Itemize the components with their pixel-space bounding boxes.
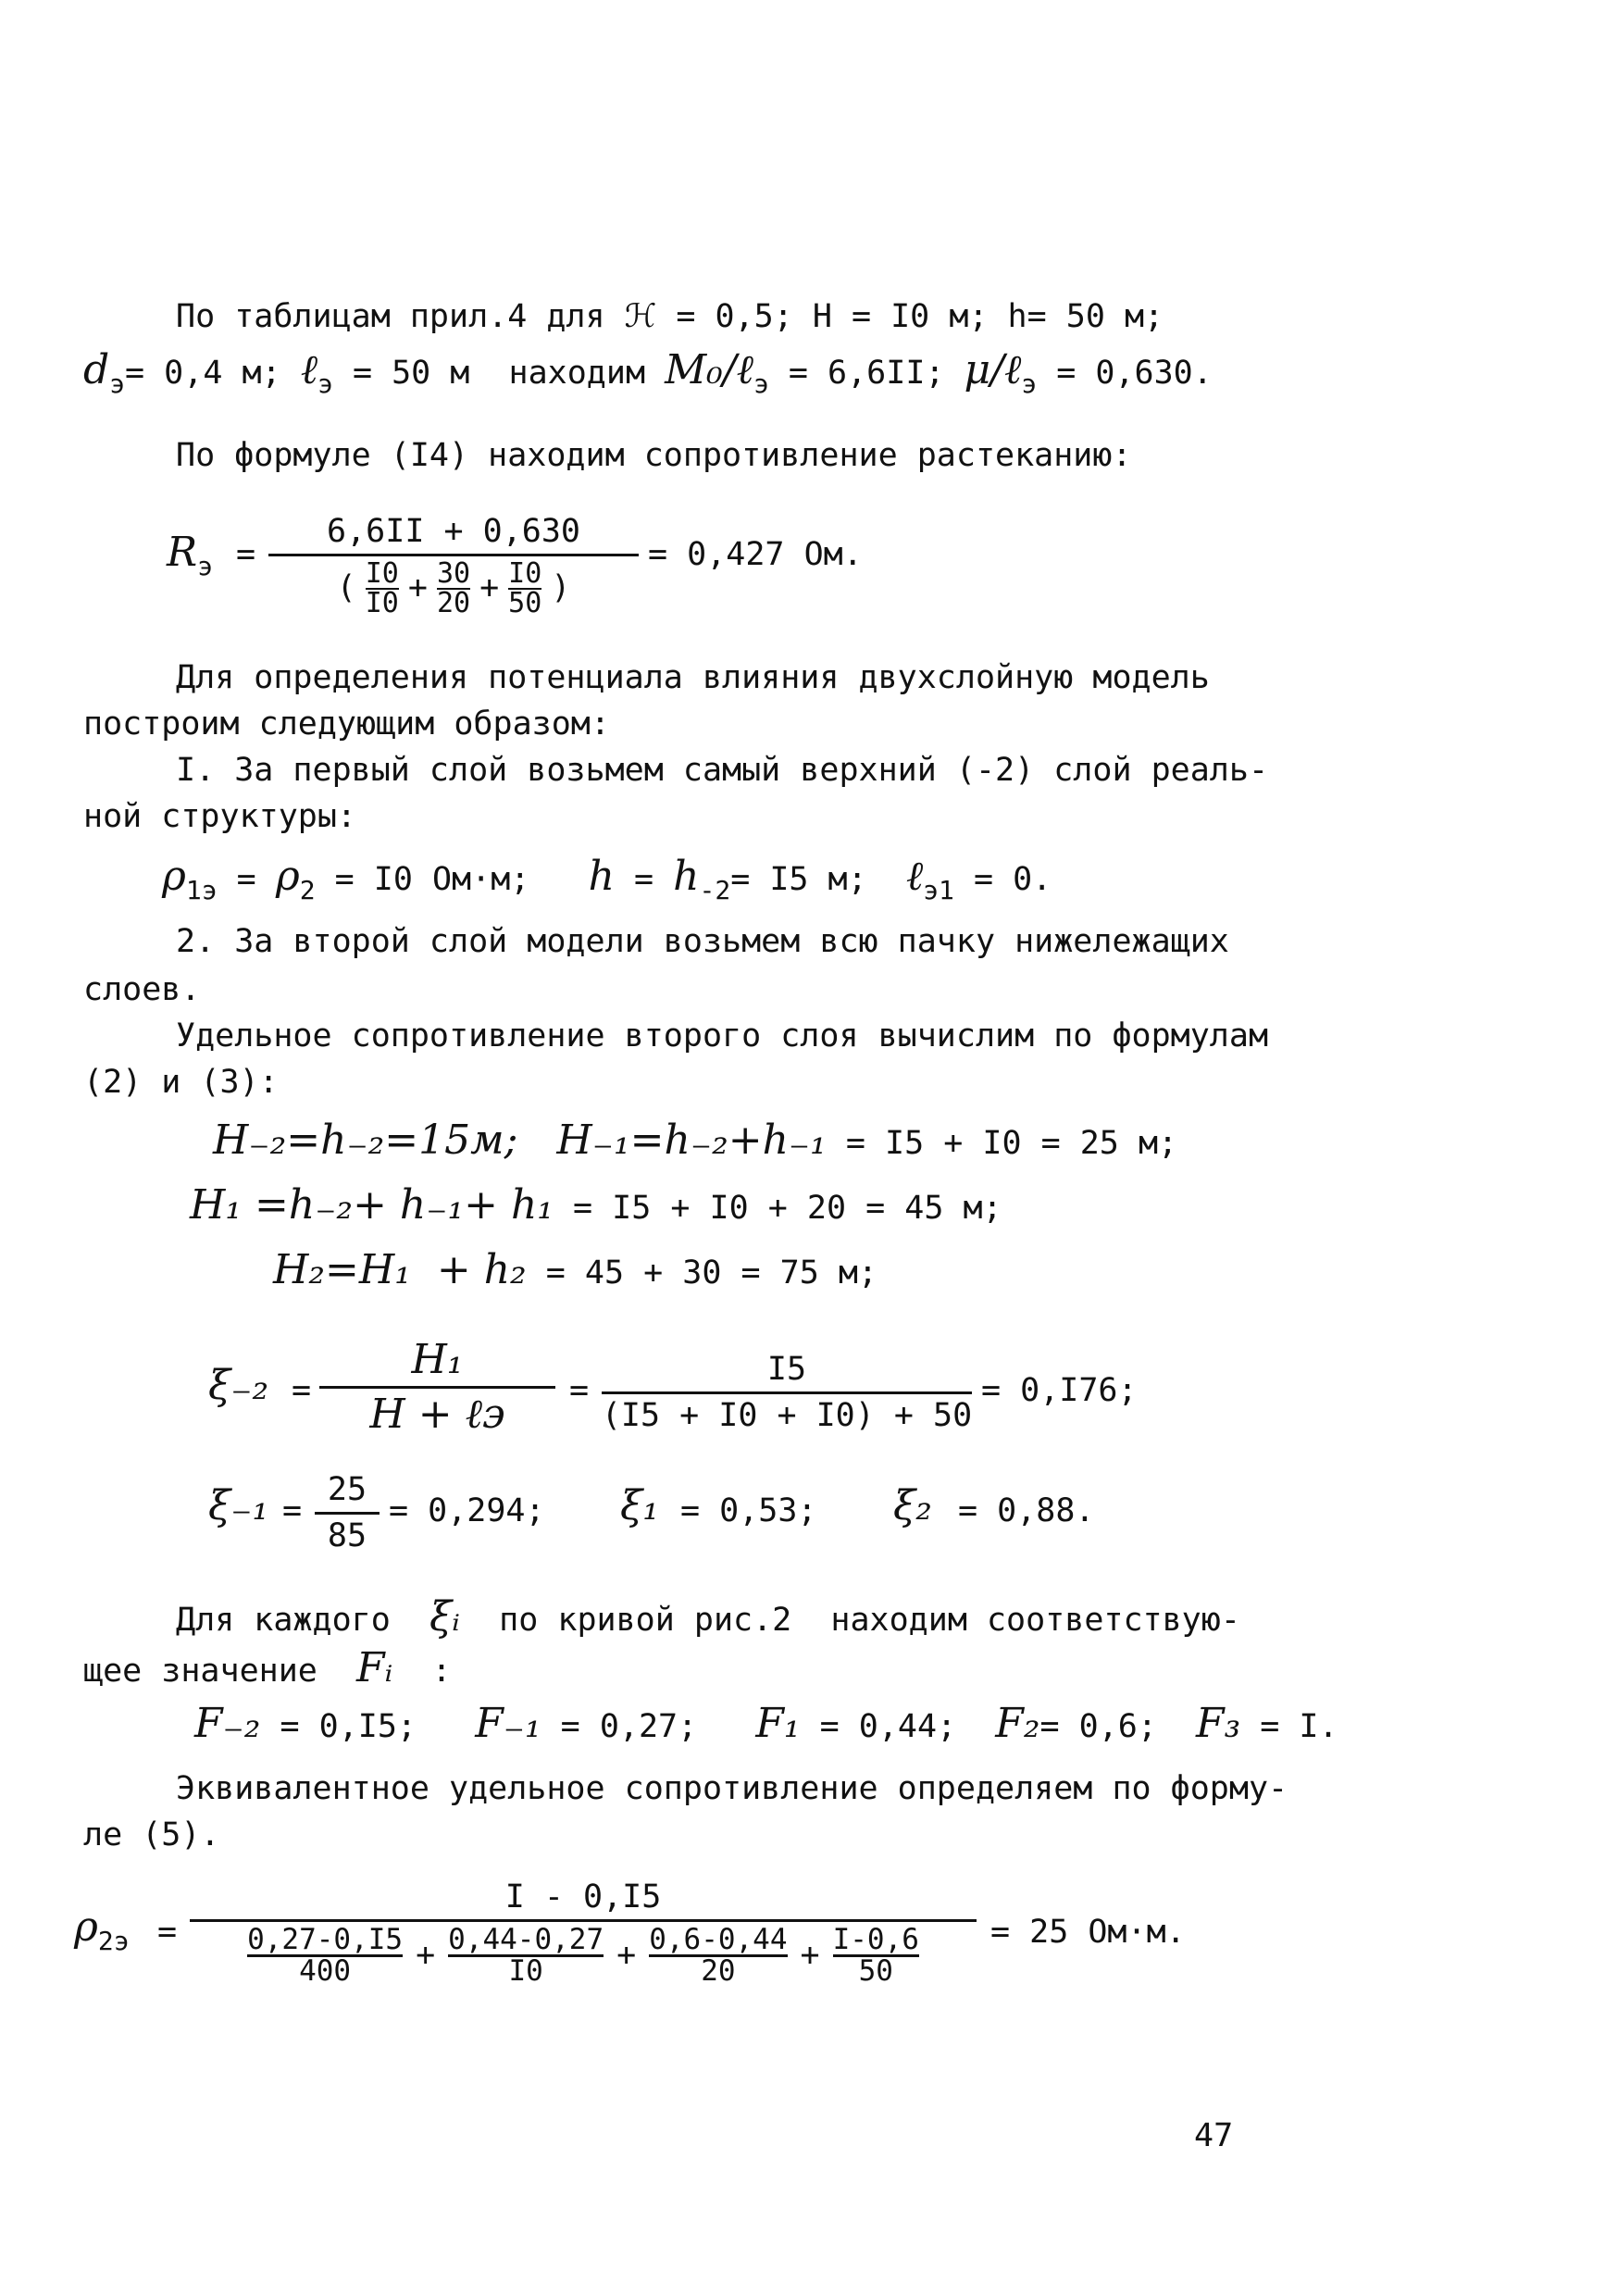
eq-xi2-result-2: = 0,53; (680, 1492, 817, 1529)
paragraph-2: По формуле (I4) находим сопротивление растеканию: (176, 437, 1132, 474)
formula-r-frac-2: $\frac{30}{20}$ (436, 556, 471, 619)
eq-xi2-bar (315, 1512, 380, 1515)
eq-xi-bar-1 (319, 1386, 555, 1389)
item-1-line-1: I. За первый слой возьмем самый верхний (-2) слой реаль- (176, 752, 1269, 789)
formula-rho-term-3: $\frac{0,6-0,44}{20}$ (649, 1922, 788, 1988)
eq-xi2-lhs-3: ξ₂ (893, 1482, 932, 1529)
page-number: 47 (1194, 2117, 1234, 2154)
formula-r-numerator: 6,6II + 0,630 (327, 513, 580, 550)
formula-r-fraction (268, 514, 639, 618)
eq-xi-den-2: (I5 + I0 + I0) + 50 (601, 1396, 973, 1434)
eq-xi-num-2: I5 (766, 1351, 807, 1388)
formula-r-bar (268, 554, 639, 556)
paragraph-5-line-1: Для каждого ξᵢ по кривой рис.2 находим соответствую- (176, 1593, 1240, 1641)
formula-r-frac-3: $\frac{I0}{50}$ (508, 556, 542, 619)
paragraph-1-line-1: По таблицам прил.4 для ℋ = 0,5; Н = I0 м; h= 50 м; (176, 298, 1164, 335)
formula-rho-term-2: $\frac{0,44-0,27}{I0}$ (448, 1922, 604, 1988)
paragraph-3-line-2: построим следующим образом: (83, 705, 610, 742)
eq-xi2-result-1: = 0,294; (389, 1492, 545, 1529)
eq-xi2-eq: = (282, 1492, 303, 1529)
formula-r-denominator: ( I0 I0 + $\frac{30}{20}$ + $\frac{I0}{50}$ ) (336, 556, 571, 619)
formula-rho-fraction (190, 1879, 977, 1986)
formula-rho-denominator: 0,27-0,I5 400 + $\frac{0,44-0,27}{I0}$ + $\frac{0,6-0,44}{20}$ + $\frac{I-0,6}{50}$ (247, 1922, 919, 1988)
paragraph-6-line-1: Эквивалентное удельное сопротивление определяем по форму- (176, 1770, 1288, 1807)
eq-xi-eq-1: = (292, 1372, 312, 1409)
eq-xi2-fraction (315, 1472, 380, 1554)
eq-xi2-num: 25 (327, 1471, 367, 1508)
formula-rho-lhs: $\rho_{2э}$ (74, 1903, 130, 1956)
item-2-line-1: 2. За второй слой модели возьмем всю пачку нижележащих (176, 923, 1229, 960)
eq-xi-lhs: ξ₋₂ (208, 1362, 269, 1409)
eq-xi-bar-2 (602, 1391, 972, 1394)
formula-r-frac-1: I0 I0 (365, 556, 399, 619)
formula-r-result: = 0,427 Ом. (648, 536, 863, 573)
paragraph-1-line-2: $d_э= 0,4$ м; ℓ$_э$ = 50 м находим M₀/ℓ$_э$ = 6,6II; μ/ℓ$_э$ = 0,630. (83, 346, 1213, 399)
item-1-formula: $\rho_{1э} = \rho_2 = I0$ Ом·м; $h = h_{-2}= I5$ м; ℓ$_{э1}$ = 0. (162, 853, 1052, 905)
eq-xi-result: = 0,I76; (981, 1372, 1138, 1409)
eq-xi-fraction-2 (602, 1352, 972, 1433)
eq-xi2-lhs-2: ξ₁ (620, 1482, 659, 1529)
eq-xi-num-1: H₁ (411, 1336, 464, 1383)
eq-h-line-1: H₋₂=h₋₂=15м; H₋₁=h₋₂+h₋₁ = I5 + I0 = 25 м; (213, 1117, 1178, 1164)
paragraph-6-line-2: ле (5). (83, 1816, 220, 1853)
formula-rho-result: = 25 Ом·м. (990, 1914, 1186, 1951)
item-2-line-2: слоев. (83, 971, 201, 1008)
item-1-line-2: ной структуры: (83, 798, 357, 835)
paragraph-4-line-1: Удельное сопротивление второго слоя вычислим по формулам (176, 1017, 1269, 1054)
formula-r-lhs: $R_э$ (167, 529, 213, 581)
eq-f-values: F₋₂ = 0,I5; F₋₁ = 0,27; F₁ = 0,44; F₂= 0,6; F₃ = I. (194, 1700, 1338, 1747)
eq-xi-eq-2: = (569, 1372, 590, 1409)
formula-rho-bar (190, 1919, 977, 1922)
formula-rho-term-4: $\frac{I-0,6}{50}$ (832, 1922, 919, 1988)
eq-xi-den-1: H + ℓэ (369, 1391, 505, 1439)
formula-r-eq: = (236, 536, 256, 573)
eq-xi2-result-3: = 0,88. (958, 1492, 1095, 1529)
eq-h-line-3: H₂=H₁ + h₂ = 45 + 30 = 75 м; (273, 1246, 877, 1293)
formula-rho-eq: = (157, 1914, 178, 1951)
eq-xi2-lhs-1: ξ₋₁ (208, 1482, 269, 1529)
eq-h-line-2: H₁ =h₋₂+ h₋₁+ h₁ = I5 + I0 + 20 = 45 м; (190, 1181, 1002, 1229)
formula-rho-term-1: 0,27-0,I5 400 (247, 1922, 404, 1988)
paragraph-5-line-2: щее значение Fᵢ : (83, 1644, 452, 1691)
paragraph-3-line-1: Для определения потенциала влияния двухслойную модель (176, 659, 1210, 696)
eq-xi2-den: 85 (327, 1516, 367, 1554)
eq-xi-fraction-1 (319, 1338, 555, 1438)
formula-rho-numerator: I - 0,I5 (504, 1878, 662, 1915)
paragraph-4-line-2: (2) и (3): (83, 1064, 279, 1101)
